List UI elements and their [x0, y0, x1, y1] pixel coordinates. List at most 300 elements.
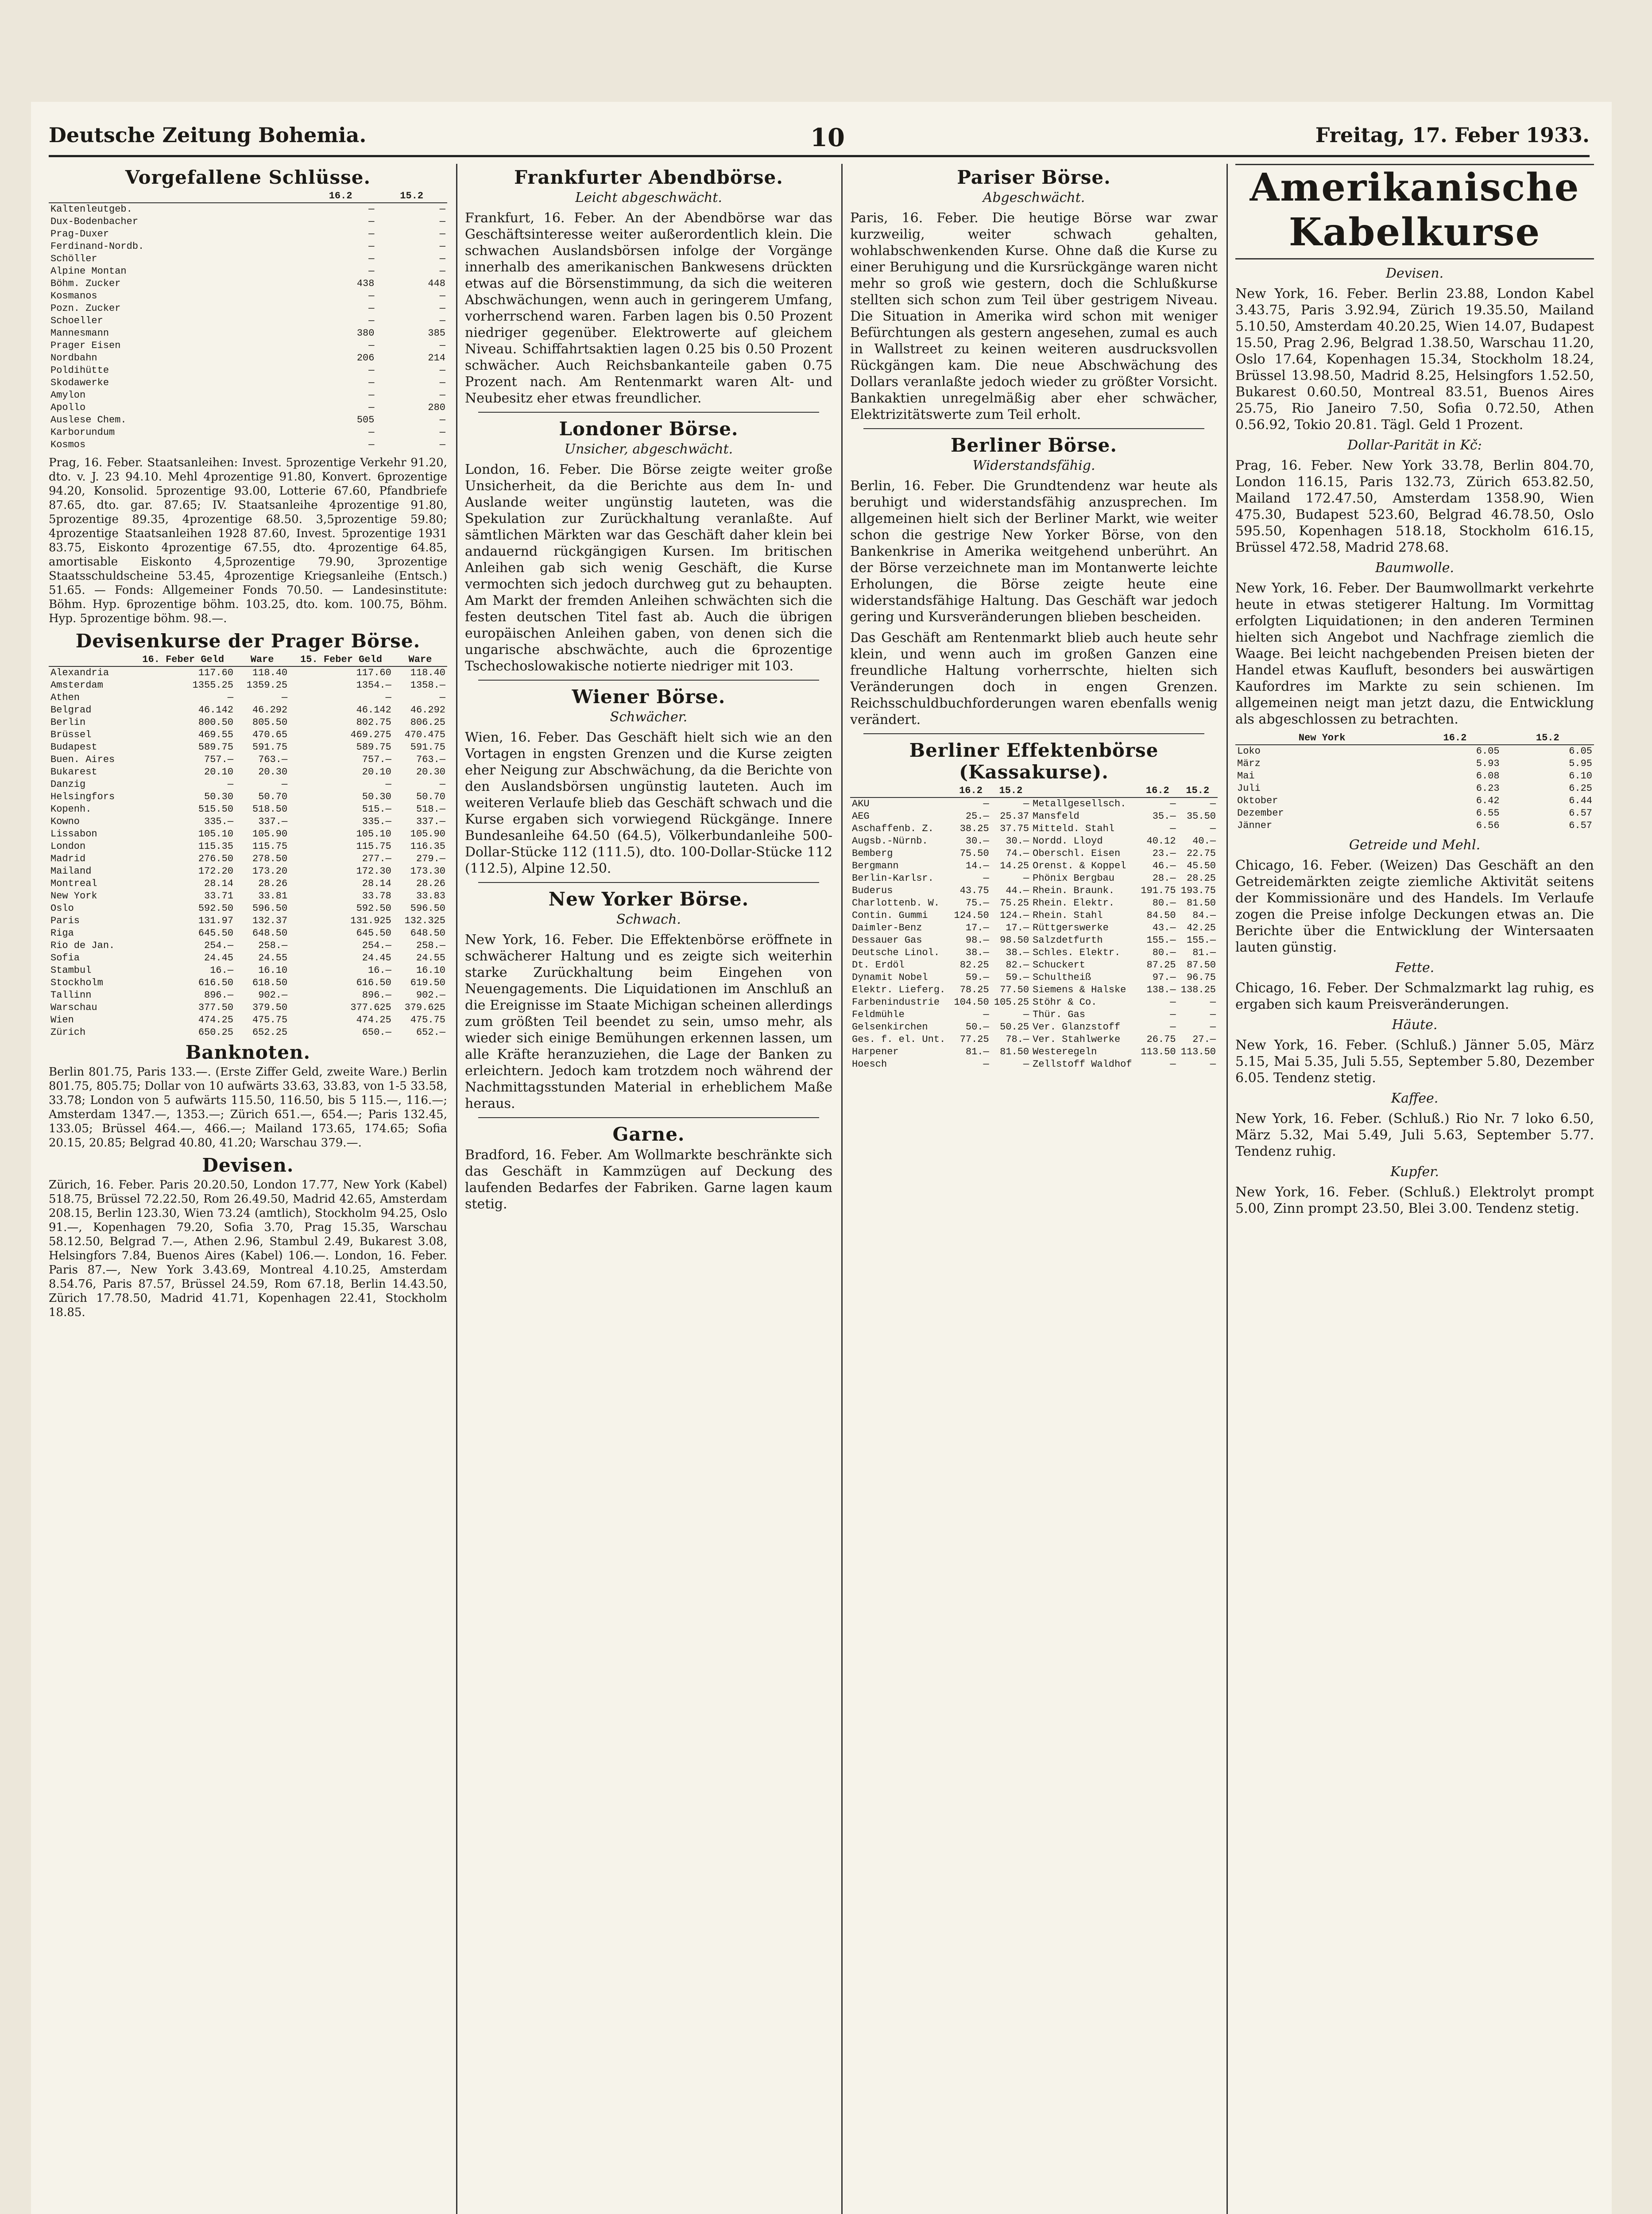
- table-row: [850, 959, 1218, 972]
- table-cell: Stambul: [50, 965, 92, 976]
- table-cell: 6.42: [1476, 795, 1500, 806]
- table-cell: 138.—: [1146, 984, 1176, 995]
- table-row: [49, 414, 447, 426]
- table-cell: 24.55: [416, 952, 445, 964]
- table-row: [850, 835, 1218, 848]
- divider: [478, 882, 819, 883]
- table-cell: Farbenindustrie: [852, 997, 940, 1008]
- kabel-devisen-text: New York, 16. Feber. Berlin 23.88, London Kabel 3.43.75, Paris 3.92.94, Zürich 19.35.50, Mailand 5.10.50, Amsterdam 40.20.25, Wien 14.07, Budapest 15.50, Prag 2.96, Belgrad 1.38.50, Warschau 11.20, Oslo 17.64, Kopenhagen 15.34, Stockholm 18.24, Brüssel 13.98.50, Madrid 8.25, Helsingfors 1.52.50, Bukarest 0.60.50, Montreal 83.51, Buenos Aires 25.75, Rio Janeiro 7.50, Sofia 0.72.50, Athen 0.56.92, Tokio 20.81. Tägl. Geld 1 Prozent.: [1235, 286, 1594, 433]
- table-cell: 35.50: [1186, 811, 1216, 822]
- table-row: [850, 872, 1218, 885]
- table-cell: März: [1237, 758, 1261, 769]
- table-row: [49, 952, 447, 964]
- table-cell: Auslese Chem.: [50, 414, 127, 426]
- table-cell: —: [983, 873, 989, 884]
- table-cell: 23.—: [1152, 848, 1176, 859]
- table-cell: —: [439, 241, 445, 252]
- table-cell: 84.—: [1192, 910, 1216, 921]
- table-row: [850, 848, 1218, 860]
- table-cell: 117.60: [198, 667, 234, 678]
- table-cell: —: [439, 340, 445, 351]
- table-cell: Pozn. Zucker: [50, 303, 121, 314]
- table-cell: 6.05: [1476, 746, 1500, 757]
- table-row: [49, 915, 447, 927]
- table-cell: 5.95: [1569, 758, 1592, 769]
- table-cell: 805.50: [252, 717, 288, 728]
- column-header: [49, 190, 305, 203]
- table-row: [49, 315, 447, 327]
- column-header: [49, 654, 131, 666]
- dollar-paritaet-sub: Dollar-Parität in Kč:: [1347, 437, 1482, 453]
- table-cell: 33.81: [258, 890, 288, 902]
- table-cell: Westeregeln: [1033, 1046, 1097, 1057]
- table-cell: 113.50: [1141, 1046, 1176, 1057]
- table-cell: —: [1210, 1059, 1216, 1070]
- column-header: 16.2: [1408, 732, 1501, 745]
- table-cell: 26.75: [1146, 1034, 1176, 1045]
- table-cell: 1355.25: [192, 680, 234, 691]
- table-cell: 118.40: [252, 667, 288, 678]
- table-cell: Oberschl. Eisen: [1033, 848, 1121, 859]
- table-cell: 37.75: [1000, 823, 1029, 834]
- table-row: [850, 810, 1218, 823]
- table-cell: 59.—: [965, 972, 989, 983]
- table-cell: —: [368, 216, 375, 227]
- table-cell: 38.—: [965, 947, 989, 958]
- table-cell: 42.25: [1186, 922, 1216, 933]
- table-row: [49, 352, 447, 364]
- table-cell: 124.—: [1000, 910, 1029, 921]
- table-cell: Berlin-Karlsr.: [852, 873, 934, 884]
- table-cell: 115.35: [198, 841, 234, 852]
- table-cell: 50.30: [204, 791, 234, 802]
- table-row: [49, 302, 447, 315]
- table-row: [850, 996, 1218, 1009]
- table-cell: 24.55: [258, 952, 288, 964]
- table-row: [49, 853, 447, 865]
- table-cell: 96.75: [1186, 972, 1216, 983]
- table-cell: —: [439, 692, 445, 703]
- table-cell: Helsingfors: [50, 791, 115, 802]
- table-cell: 902.—: [258, 990, 288, 1001]
- column-header: 15.2: [1178, 785, 1218, 797]
- table-cell: 16.—: [368, 965, 391, 976]
- table-cell: 84.50: [1146, 910, 1176, 921]
- haeute-sub: Häute.: [1392, 1017, 1438, 1033]
- table-row: [49, 816, 447, 828]
- table-cell: —: [439, 315, 445, 326]
- table-cell: 105.10: [356, 828, 391, 840]
- table-row: [850, 860, 1218, 872]
- table-cell: 652.—: [416, 1027, 445, 1038]
- divider: [863, 428, 1204, 429]
- table-row: [49, 253, 447, 265]
- table-cell: Nordbahn: [50, 352, 97, 364]
- table-row: [49, 228, 447, 240]
- table-row: [49, 940, 447, 952]
- table-cell: 591.75: [252, 742, 288, 753]
- table-cell: 16.10: [258, 965, 288, 976]
- table-row: [49, 364, 447, 377]
- table-cell: 616.50: [198, 977, 234, 988]
- table-cell: 191.75: [1141, 885, 1176, 896]
- column-header: [1031, 785, 1137, 797]
- table-row: [850, 910, 1218, 922]
- table-cell: 33.78: [362, 890, 391, 902]
- table-cell: 98.50: [1000, 935, 1029, 946]
- londoner-sub: Unsicher, abgeschwächt.: [564, 441, 733, 457]
- table-header-row: [49, 190, 447, 203]
- table-cell: Rhein. Braunk.: [1033, 885, 1114, 896]
- pariser-sub: Abgeschwächt.: [983, 190, 1085, 205]
- page-number: 10: [810, 123, 845, 152]
- table-cell: Paris: [50, 915, 80, 926]
- table-cell: Schles. Elektr.: [1033, 947, 1121, 958]
- table-row: [850, 797, 1218, 810]
- table-cell: 596.50: [410, 903, 445, 914]
- table-row: [850, 823, 1218, 835]
- vorgefallene-table: [49, 190, 447, 451]
- table-cell: —: [1023, 798, 1029, 809]
- table-cell: Stockholm: [50, 977, 103, 988]
- table-cell: Budapest: [50, 742, 97, 753]
- table-cell: 589.75: [198, 742, 234, 753]
- table-row: [850, 934, 1218, 947]
- issue-date: Freitag, 17. Feber 1933.: [1315, 123, 1590, 147]
- table-cell: Ges. f. el. Unt.: [852, 1034, 946, 1045]
- table-cell: Zürich: [50, 1027, 86, 1038]
- table-cell: —: [368, 303, 375, 314]
- column-rule: [1226, 164, 1228, 2214]
- table-cell: 377.50: [198, 1002, 234, 1013]
- table-cell: Zellstoff Waldhof: [1033, 1059, 1132, 1070]
- garne-text: Bradford, 16. Feber. Am Wollmarkte beschränkte sich das Geschäft in Kammzügen auf Deckung des laufenden Bedarfes der Fabriken. Garne lagen kaum stetig.: [465, 1147, 832, 1212]
- berliner-sub: Widerstandsfähig.: [972, 458, 1095, 473]
- frankfurter-title: Frankfurter Abendbörse.: [514, 166, 783, 188]
- table-cell: 87.25: [1146, 960, 1176, 971]
- table-cell: 87.50: [1186, 960, 1216, 971]
- table-cell: Bukarest: [50, 766, 97, 778]
- column-header: [850, 785, 951, 797]
- table-cell: 278.50: [252, 853, 288, 864]
- table-cell: 800.50: [198, 717, 234, 728]
- table-cell: Amsterdam: [50, 680, 103, 691]
- table-cell: Elektr. Lieferg.: [852, 984, 946, 995]
- table-cell: 645.50: [198, 928, 234, 939]
- table-cell: 81.—: [965, 1046, 989, 1057]
- table-cell: Mai: [1237, 770, 1255, 782]
- table-cell: —: [1170, 1059, 1176, 1070]
- table-cell: Böhm. Zucker: [50, 278, 121, 289]
- table-row: [49, 377, 447, 389]
- vorgefallene-title: Vorgefallene Schlüsse.: [125, 166, 371, 188]
- table-cell: 75.50: [959, 848, 989, 859]
- table-cell: 505: [356, 414, 375, 426]
- table-cell: 155.—: [1146, 935, 1176, 946]
- table-cell: 645.50: [356, 928, 391, 939]
- table-cell: 81.50: [1186, 898, 1216, 909]
- frankfurter-sub: Leicht abgeschwächt.: [575, 190, 722, 205]
- table-cell: 6.57: [1569, 808, 1592, 819]
- berliner-title: Berliner Börse.: [951, 434, 1117, 456]
- table-cell: 337.—: [416, 816, 445, 827]
- table-row: [49, 290, 447, 302]
- table-cell: Dt. Erdöl: [852, 960, 905, 971]
- table-cell: Oslo: [50, 903, 74, 914]
- table-row: [1235, 795, 1594, 807]
- table-cell: 380: [356, 328, 375, 339]
- table-cell: —: [368, 427, 375, 438]
- table-cell: 22.75: [1186, 848, 1216, 859]
- page-header: [49, 120, 1590, 157]
- banknoten-text: Berlin 801.75, Paris 133.—. (Erste Ziffer Geld, zweite Ware.) Berlin 801.75, 805.75; Dollar von 10 aufwärts 33.63, 33.83, von 1-5 33.58, 33.78; London von 5 aufwärts 115.50, 116.50, bis 5 115.—, 116.—; Amsterdam 1347.—, 1353.—; Zürich 651.—, 654.—; Paris 132.45, 133.05; Brüssel 464.—, 466.—; Mailand 173.65, 174.65; Sofia 20.15, 20.85; Belgrad 40.80, 41.20; Warschau 379.—.: [49, 1065, 447, 1150]
- table-cell: 20.10: [204, 766, 234, 778]
- frankfurter-text: Frankfurt, 16. Feber. An der Abendbörse war das Geschäftsinteresse weiter außerordentlich klein. Die schwachen Auslandsbörsen infolge der Vorgänge innerhalb des amerikanischen Bankwesens drückten etwas auf die Börsenstimmung, da sich die weiteren Abschwächungen, wenn auch in geringerem Umfang, vorherrschend waren. Farben lagen bis 0.50 Prozent niedriger gegenüber. Elektrowerte auf gleichem Niveau. Schiffahrtsaktien lagen 0.25 bis 0.50 Prozent schwächer. Auch Reichsbankanteile gaben 0.75 Prozent nach. Am Rentenmarkt waren Alt- und Neubesitz eher etwas freundlicher.: [465, 210, 832, 406]
- banknoten-title: Banknoten.: [185, 1041, 311, 1063]
- table-cell: Buderus: [852, 885, 893, 896]
- table-cell: 82.—: [1006, 960, 1029, 971]
- table-cell: —: [368, 290, 375, 302]
- table-row: [49, 716, 447, 729]
- table-row: [850, 897, 1218, 910]
- table-row: [49, 766, 447, 778]
- table-cell: 515.—: [362, 804, 391, 815]
- table-cell: AEG: [852, 811, 870, 822]
- table-cell: —: [368, 340, 375, 351]
- table-cell: 279.—: [416, 853, 445, 864]
- table-cell: —: [282, 779, 288, 790]
- table-cell: —: [983, 1009, 989, 1020]
- kaffee-sub: Kaffee.: [1391, 1091, 1439, 1106]
- table-row: [49, 278, 447, 290]
- table-cell: 28.14: [362, 878, 391, 889]
- table-cell: —: [1210, 1022, 1216, 1033]
- table-cell: 115.75: [356, 841, 391, 852]
- table-cell: 43.—: [1152, 922, 1176, 933]
- table-cell: 258.—: [258, 940, 288, 951]
- table-cell: —: [368, 439, 375, 450]
- table-cell: Rhein. Elektr.: [1033, 898, 1114, 909]
- table-cell: 105.25: [994, 997, 1029, 1008]
- devisen-text: Zürich, 16. Feber. Paris 20.20.50, London 17.77, New York (Kabel) 518.75, Brüssel 72.22.50, Rom 26.49.50, Madrid 42.65, Amsterdam 208.15, Berlin 123.30, Wien 73.24 (amtlich), Stockholm 94.25, Oslo 91.—, Kopenhagen 79.20, Sofia 3.70, Prag 15.35, Warschau 58.12.50, Belgrad 7.—, Athen 2.96, Stambul 2.49, Bukarest 3.08, Helsingfors 7.84, Buenos Aires (Kabel) 106.—. London, 16. Feber. Paris 87.—, New York 3.43.69, Montreal 4.10.25, Amsterdam 8.54.76, Paris 87.57, Brüssel 24.59, Rom 67.18, Berlin 14.43.50, Zürich 17.78.50, Madrid 41.71, Kopenhagen 22.41, Stockholm 18.85.: [49, 1178, 447, 1319]
- table-cell: 763.—: [416, 754, 445, 765]
- table-cell: 475.75: [252, 1014, 288, 1026]
- table-cell: 82.25: [959, 960, 989, 971]
- kupfer-text: New York, 16. Feber. (Schluß.) Elektrolyt prompt 5.00, Zinn prompt 23.50, Blei 3.00. Tendenz stetig.: [1235, 1184, 1594, 1216]
- table-cell: Oktober: [1237, 795, 1278, 806]
- table-cell: 335.—: [204, 816, 234, 827]
- table-cell: Kowno: [50, 816, 80, 827]
- table-cell: 105.90: [252, 828, 288, 840]
- table-cell: Schultheiß: [1033, 972, 1091, 983]
- table-cell: Amylon: [50, 390, 86, 401]
- table-row: [49, 389, 447, 402]
- table-cell: 124.50: [954, 910, 989, 921]
- table-cell: Metallgesellsch.: [1033, 798, 1126, 809]
- table-cell: Mansfeld: [1033, 811, 1079, 822]
- fette-sub: Fette.: [1395, 960, 1435, 975]
- table-cell: Danzig: [50, 779, 86, 790]
- table-cell: 50.30: [362, 791, 391, 802]
- wiener-text: Wien, 16. Feber. Das Geschäft hielt sich wie an den Vortagen in engsten Grenzen und die Kurse zeigten eher Neigung zur Abschwächung, da die Berichte von den Auslandsbörsen ungünstig lauteten. Auch im weiteren Verlaufe blieb das Geschäft schwach und die Kurse ergaben sich vorwiegend Rückgänge. Innere Bundesanleihe 64.50 (64.5), Völkerbundanleihe 500-Dollar-Stücke 112 (111.5), dto. 100-Dollar-Stücke 112 (112.5), Alpine 12.50.: [465, 730, 832, 876]
- table-cell: 16.—: [210, 965, 234, 976]
- table-cell: 1354.—: [356, 680, 391, 691]
- table-cell: 214: [428, 352, 445, 364]
- table-cell: —: [439, 377, 445, 388]
- table-cell: 43.75: [959, 885, 989, 896]
- table-cell: 27.—: [1192, 1034, 1216, 1045]
- table-cell: Ver. Stahlwerke: [1033, 1034, 1121, 1045]
- table-cell: Belgrad: [50, 704, 92, 716]
- table-cell: 50.70: [416, 791, 445, 802]
- table-cell: 46.292: [410, 704, 445, 716]
- table-cell: 6.44: [1569, 795, 1592, 806]
- table-cell: —: [439, 290, 445, 302]
- table-cell: Wien: [50, 1014, 74, 1026]
- table-cell: 592.50: [356, 903, 391, 914]
- table-cell: Karborundum: [50, 427, 115, 438]
- column-header: 15.2: [991, 785, 1031, 797]
- table-row: [850, 922, 1218, 934]
- londoner-text: London, 16. Feber. Die Börse zeigte weiter große Unsicherheit, da die Berichte aus dem In- und Auslande weiter ungünstig lauteten, was die Spekulation zur Zurückhaltung veranlaßte. Auf sämtlichen Märkten war das Geschäft daher klein bei andauernd rückgängigen Kursen. Im britischen Anleihen gab sich wenig Geschäft, die Kurse vermochten sich jedoch durchweg gut zu behaupten. Am Markt der fremden Anleihen schwächten sich die festen deutschen Titel fast ab. Auch die übrigen europäischen Anleihen gaben, von denen sich die ungarische abschwächte, auch die 6prozentige Tschechoslowakische notierte niedriger mit 103.: [465, 462, 832, 674]
- table-row: [49, 666, 447, 679]
- table-cell: 105.90: [410, 828, 445, 840]
- column-rule: [841, 164, 843, 2214]
- table-cell: —: [439, 427, 445, 438]
- table-cell: 518.—: [416, 804, 445, 815]
- table-cell: 469.55: [198, 729, 234, 740]
- table-cell: 35.—: [1152, 811, 1176, 822]
- table-row: [49, 803, 447, 816]
- table-cell: 650.25: [198, 1027, 234, 1038]
- table-cell: —: [1023, 1009, 1029, 1020]
- table-row: [850, 1046, 1218, 1058]
- table-cell: 28.14: [204, 878, 234, 889]
- table-cell: —: [439, 779, 445, 790]
- kabelkurse-title: Amerikanische Kabelkurse: [1250, 165, 1580, 255]
- table-row: [49, 741, 447, 754]
- table-cell: —: [1023, 1059, 1029, 1070]
- table-cell: 132.325: [404, 915, 445, 926]
- table-cell: 1359.25: [246, 680, 288, 691]
- table-cell: 757.—: [362, 754, 391, 765]
- table-row: [850, 1009, 1218, 1021]
- table-cell: 50.25: [1000, 1022, 1029, 1033]
- table-row: [49, 327, 447, 340]
- table-cell: 379.625: [404, 1002, 445, 1013]
- table-row: [850, 1021, 1218, 1033]
- table-cell: 469.275: [350, 729, 391, 740]
- table-cell: Kosmos: [50, 439, 86, 450]
- table-cell: Gelsenkirchen: [852, 1022, 928, 1033]
- table-cell: 280: [428, 402, 445, 413]
- table-header-row: [49, 654, 447, 666]
- table-cell: 118.40: [410, 667, 445, 678]
- table-cell: 648.50: [410, 928, 445, 939]
- table-cell: 470.475: [404, 729, 445, 740]
- table-cell: Alpine Montan: [50, 266, 127, 277]
- table-row: [49, 1026, 447, 1039]
- table-cell: Jänner: [1237, 820, 1273, 831]
- table-row: [49, 402, 447, 414]
- table-cell: 172.20: [198, 866, 234, 877]
- table-cell: 17.—: [1006, 922, 1029, 933]
- table-cell: 173.20: [252, 866, 288, 877]
- table-cell: Apollo: [50, 402, 86, 413]
- table-cell: —: [368, 228, 375, 240]
- table-cell: Bergmann: [852, 860, 899, 871]
- table-cell: —: [368, 241, 375, 252]
- table-cell: 592.50: [198, 903, 234, 914]
- divider: [863, 733, 1204, 734]
- table-cell: 335.—: [362, 816, 391, 827]
- table-cell: Dux-Bodenbacher: [50, 216, 139, 227]
- table-cell: Athen: [50, 692, 80, 703]
- table-cell: Daimler-Benz: [852, 922, 922, 933]
- table-cell: Poldihütte: [50, 365, 109, 376]
- divider: [478, 412, 819, 413]
- table-cell: 33.83: [416, 890, 445, 902]
- column-header: 15.2: [376, 190, 447, 203]
- table-cell: 115.75: [252, 841, 288, 852]
- table-cell: 763.—: [258, 754, 288, 765]
- table-cell: —: [439, 365, 445, 376]
- kabel-devisen-sub: Devisen.: [1385, 266, 1444, 281]
- getreide-text: Chicago, 16. Feber. (Weizen) Das Geschäft an den Getreidemärkten zeigte ziemliche Aktivität seitens der Kommissionäre und des Handels. Im Verlaufe zogen die Preise infolge Deckungen etwas an. Die Berichte über die Entwicklung der Wintersaaten lauten günstig.: [1235, 858, 1594, 955]
- table-cell: Aschaffenb. Z.: [852, 823, 934, 834]
- newyork-text: New York, 16. Feber. Die Effektenbörse eröffnete in schwächerer Haltung und es zeigte sich weiterhin starke Zurückhaltung beim Eingehen von Neuengagements. Die Liquidationen im Anschluß an die Ereignisse im Staate Michigan scheinen allerdings zum größten Teil beendet zu sein, umso mehr, als wieder sich einige Bemühungen erkennen lassen, um alle Kräfte heranzuziehen, die Lage der Banken zu erleichtern. Jedoch kam trotzdem noch während der Nachmittagsstunden Material in erheblichem Maße heraus.: [465, 932, 832, 1111]
- table-cell: 650.—: [362, 1027, 391, 1038]
- divider: [478, 1117, 819, 1118]
- table-cell: London: [50, 841, 86, 852]
- table-row: [49, 791, 447, 803]
- table-cell: 117.60: [356, 667, 391, 678]
- table-cell: 618.50: [252, 977, 288, 988]
- table-cell: 78.—: [1006, 1034, 1029, 1045]
- table-row: [1235, 758, 1594, 770]
- table-row: [49, 729, 447, 741]
- table-header-row: [1235, 732, 1594, 745]
- table-cell: 59.—: [1006, 972, 1029, 983]
- table-row: [49, 704, 447, 716]
- table-cell: Nordd. Lloyd: [1033, 836, 1103, 847]
- table-cell: Bemberg: [852, 848, 893, 859]
- table-cell: —: [1210, 1009, 1216, 1020]
- table-row: [49, 865, 447, 878]
- rentenmarkt-text: Das Geschäft am Rentenmarkt blieb auch heute sehr klein, und wenn auch im großen Ganzen eine freundliche Haltung vorherrschte, hielten sich Veränderungen doch in engen Grenzen. Reichsschuldbuchforderungen waren ebenfalls wenig verändert.: [850, 630, 1218, 728]
- table-cell: Prag-Duxer: [50, 228, 109, 240]
- devisenkurse-table: [49, 654, 447, 1039]
- table-cell: 518.50: [252, 804, 288, 815]
- table-row: [49, 840, 447, 853]
- table-cell: Rüttgerswerke: [1033, 922, 1109, 933]
- table-cell: 78.25: [959, 984, 989, 995]
- table-cell: 277.—: [362, 853, 391, 864]
- table-cell: 20.30: [258, 766, 288, 778]
- table-row: [49, 692, 447, 704]
- table-cell: 802.75: [356, 717, 391, 728]
- table-cell: 24.45: [362, 952, 391, 964]
- table-cell: Dezember: [1237, 808, 1284, 819]
- table-cell: 385: [428, 328, 445, 339]
- table-row: [49, 240, 447, 253]
- table-cell: —: [368, 253, 375, 264]
- table-cell: —: [368, 390, 375, 401]
- table-row: [850, 947, 1218, 959]
- table-cell: 258.—: [416, 940, 445, 951]
- table-header-row: [850, 785, 1218, 797]
- devisenkurse-title: Devisenkurse der Prager Börse.: [75, 630, 421, 652]
